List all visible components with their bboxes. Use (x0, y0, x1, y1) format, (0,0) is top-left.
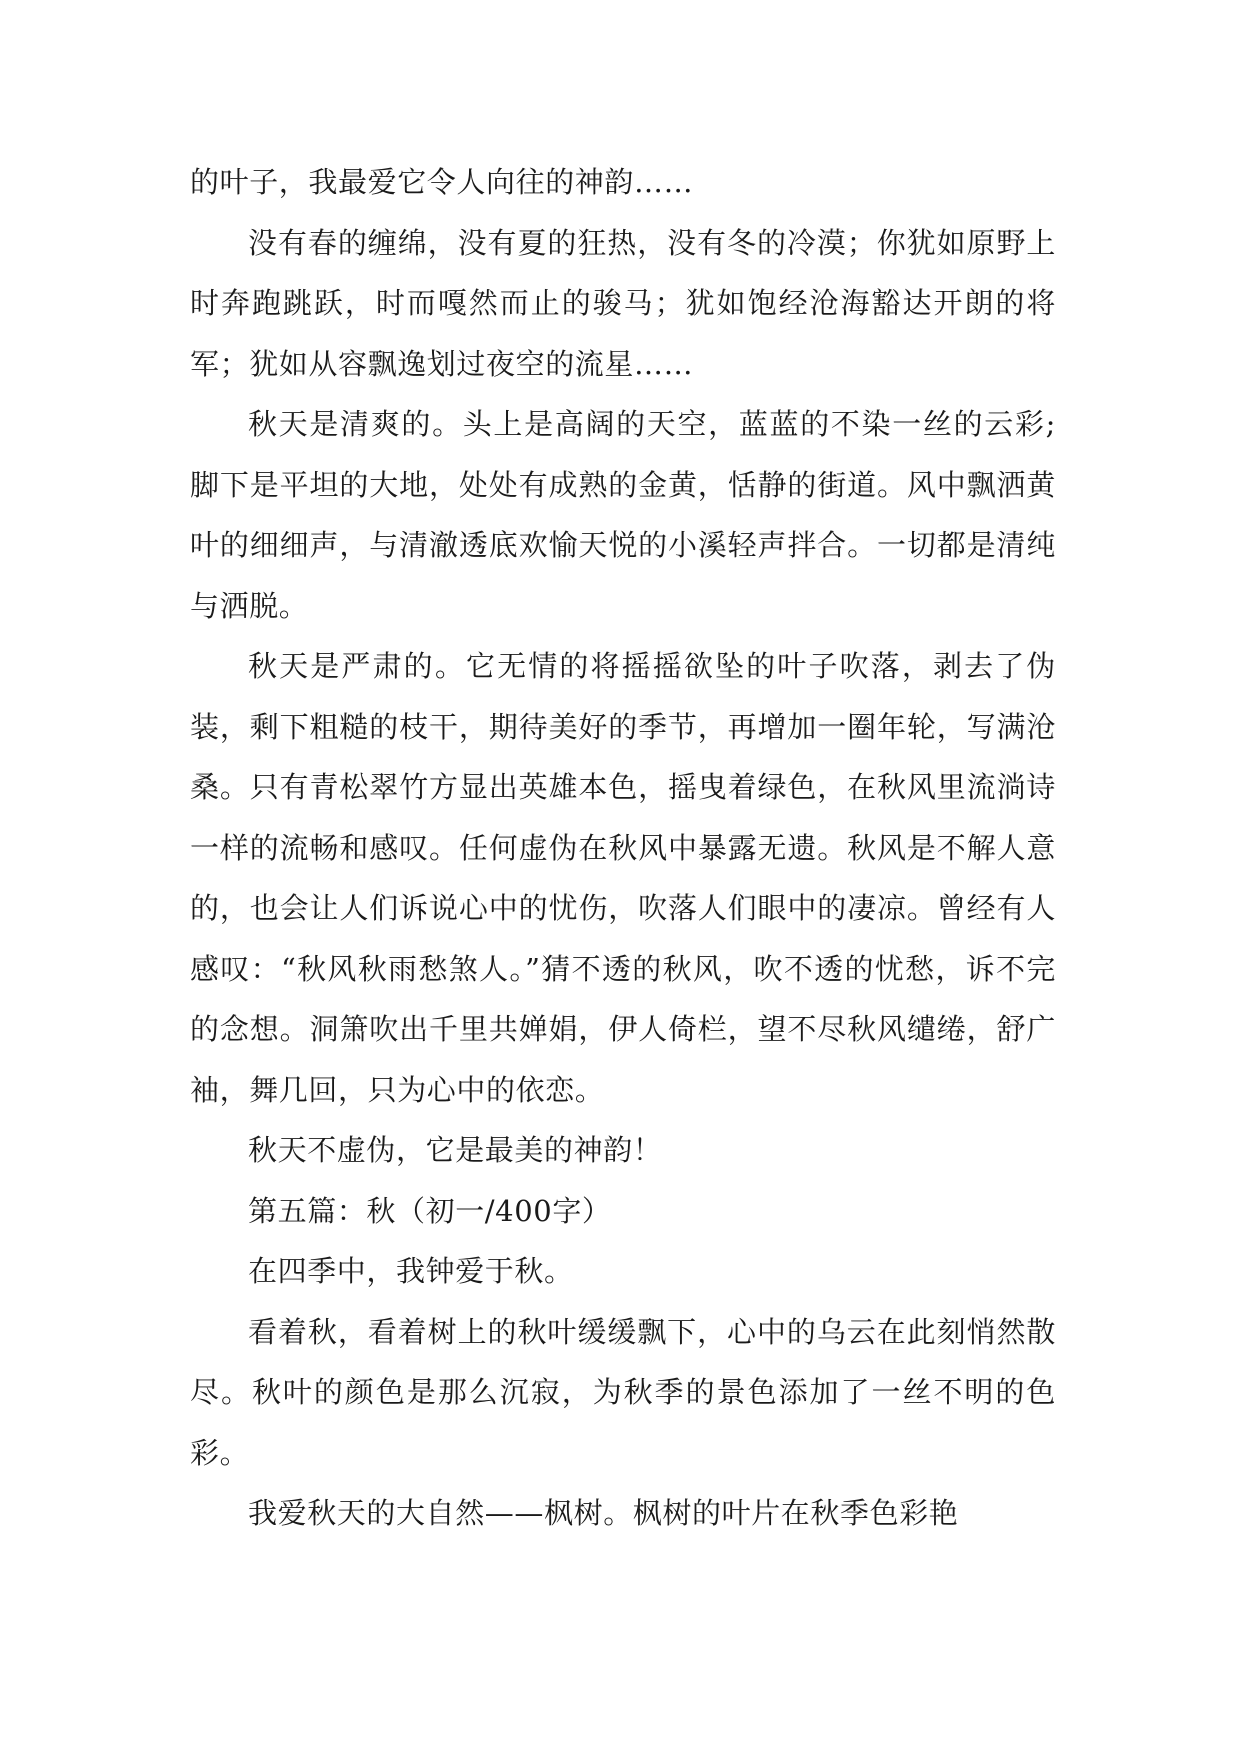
paragraph-3: 秋天是清爽的。头上是高阔的天空，蓝蓝的不染一丝的云彩;脚下是平坦的大地，处处有成熟的金黄，恬静的街道。风中飘洒黄叶的细细声，与清澈透底欢愉天悦的小溪轻声拌合。一切都是清纯与洒脱。 (190, 407, 1056, 623)
paragraph-2: 没有春的缠绵，没有夏的狂热，没有冬的冷漠；你犹如原野上时奔跑跳跃，时而嘎然而止的骏马；犹如饱经沧海豁达开朗的将军；犹如从容飘逸划过夜空的流星…… (190, 225, 1056, 381)
body-text (190, 152, 1056, 1544)
section-heading: 第五篇：秋（初一/400字） (248, 1193, 612, 1228)
paragraph-5: 秋天不虚伪，它是最美的神韵！ (248, 1133, 663, 1167)
paragraph-8: 我爱秋天的大自然——枫树。枫树的叶片在秋季色彩艳 (248, 1496, 959, 1530)
paragraph-1: 的叶子，我最爱它令人向往的神韵…… (190, 165, 694, 199)
paragraph-6: 在四季中，我钟爱于秋。 (248, 1254, 574, 1288)
paragraph-4: 秋天是严肃的。它无情的将摇摇欲坠的叶子吹落，剥去了伪装，剩下粗糙的枝干，期待美好的季节，再增加一圈年轮，写满沧桑。只有青松翠竹方显出英雄本色，摇曳着绿色，在秋风里流淌诗一样的流畅和感叹。任何虚伪在秋风中暴露无遗。秋风是不解人意的，也会让人们诉说心中的忧伤，吹落人们眼中的凄凉。曾经有人感叹：“秋风秋雨愁煞人。”猜不透的秋风，吹不透的忧愁，诉不完的念想。洞箫吹出千里共婵娟，伊人倚栏，望不尽秋风缱绻，舒广袖，舞几回，只为心中的依恋。 (190, 649, 1056, 1107)
paragraph-7: 看着秋，看着树上的秋叶缓缓飘下，心中的乌云在此刻悄然散尽。秋叶的颜色是那么沉寂，为秋季的景色添加了一丝不明的色彩。 (190, 1314, 1056, 1470)
